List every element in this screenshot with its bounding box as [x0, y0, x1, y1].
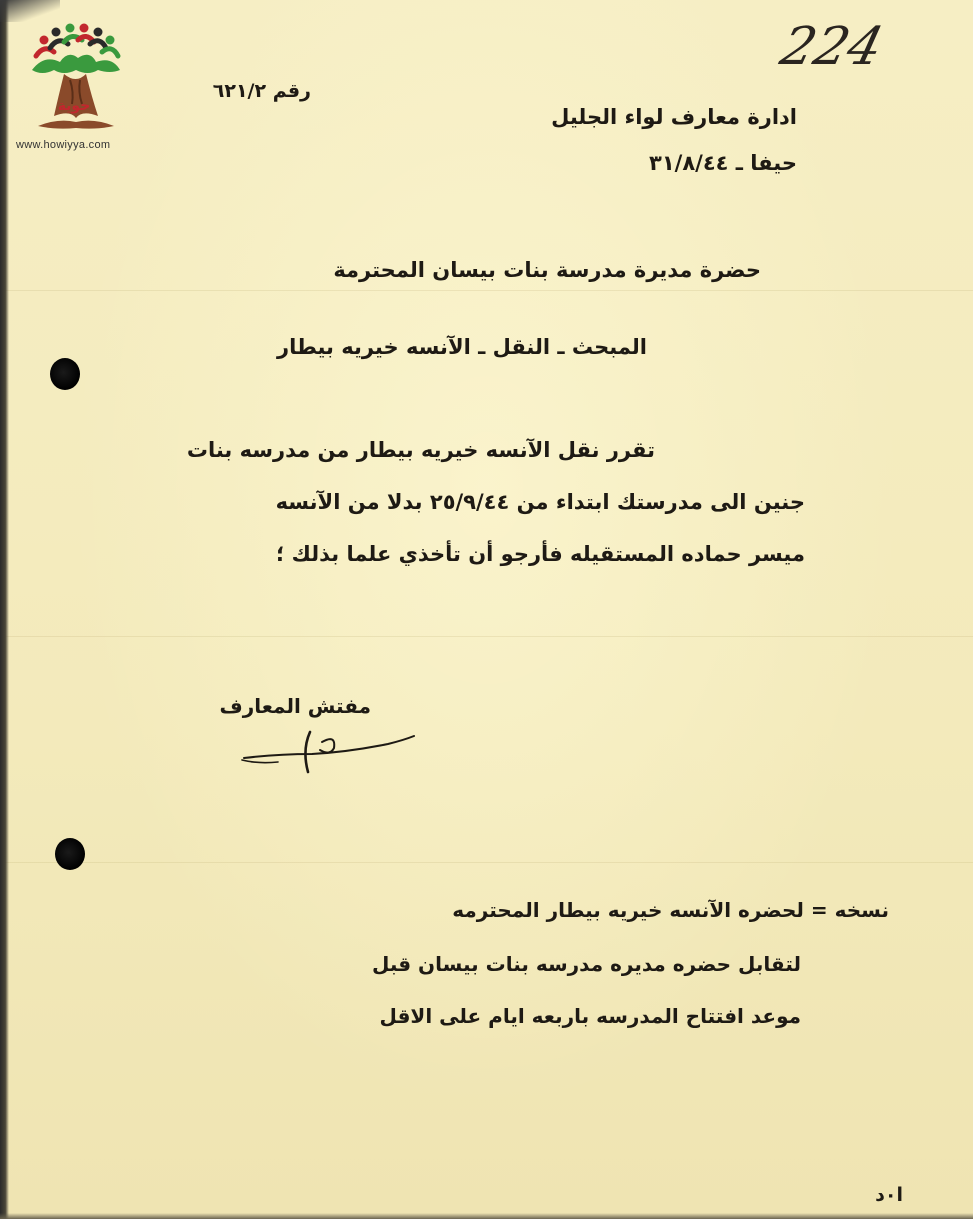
logo-text: حوية: [57, 98, 91, 114]
paper-fold-line: [0, 290, 973, 291]
body-line-2: جنين الى مدرستك ابتداء من ٢٥/٩/٤٤ بدلا من الآنسه: [275, 490, 805, 514]
addressee-line: حضرة مديرة مدرسة بنات بيسان المحترمة: [333, 258, 761, 282]
body-line-1: تقرر نقل الآنسه خيريه بيطار من مدرسه بنات: [186, 438, 655, 462]
watermark-url: www.howiyya.com: [16, 139, 111, 151]
howiyya-logo-icon: [14, 18, 138, 158]
scan-bottom-edge: [0, 1213, 973, 1219]
reference-number: رقم ٦٢١/٢: [212, 80, 311, 102]
place-and-date: حيفا ـ ٣١/٨/٤٤: [649, 151, 797, 175]
body-line-3: ميسر حماده المستقيله فأرجو أن تأخذي علما بذلك ؛: [275, 542, 805, 566]
handwritten-archive-number: [774, 8, 918, 78]
copy-line-2: لتقابل حضره مديره مدرسه بنات بيسان قبل: [371, 952, 801, 976]
subject-line: المبحث ـ النقل ـ الآنسه خيريه بيطار: [277, 335, 647, 359]
issuing-office: ادارة معارف لواء الجليل: [551, 105, 797, 129]
punch-hole: [50, 358, 80, 390]
copy-line-3: موعد افتتاح المدرسه باربعه ايام على الاقل: [379, 1004, 801, 1028]
signatory-title: مفتش المعارف: [219, 694, 371, 718]
paper-fold-line: [0, 636, 973, 637]
archive-number-text: 224: [774, 16, 890, 77]
handwritten-signature: [238, 722, 418, 778]
footer-code: ا٠د: [875, 1184, 903, 1206]
copy-line-1: نسخه = لحضره الآنسه خيريه بيطار المحترمه: [452, 898, 889, 922]
paper-fold-line: [0, 862, 973, 863]
punch-hole: [55, 838, 85, 870]
scan-edge-shadow: [0, 0, 9, 1219]
